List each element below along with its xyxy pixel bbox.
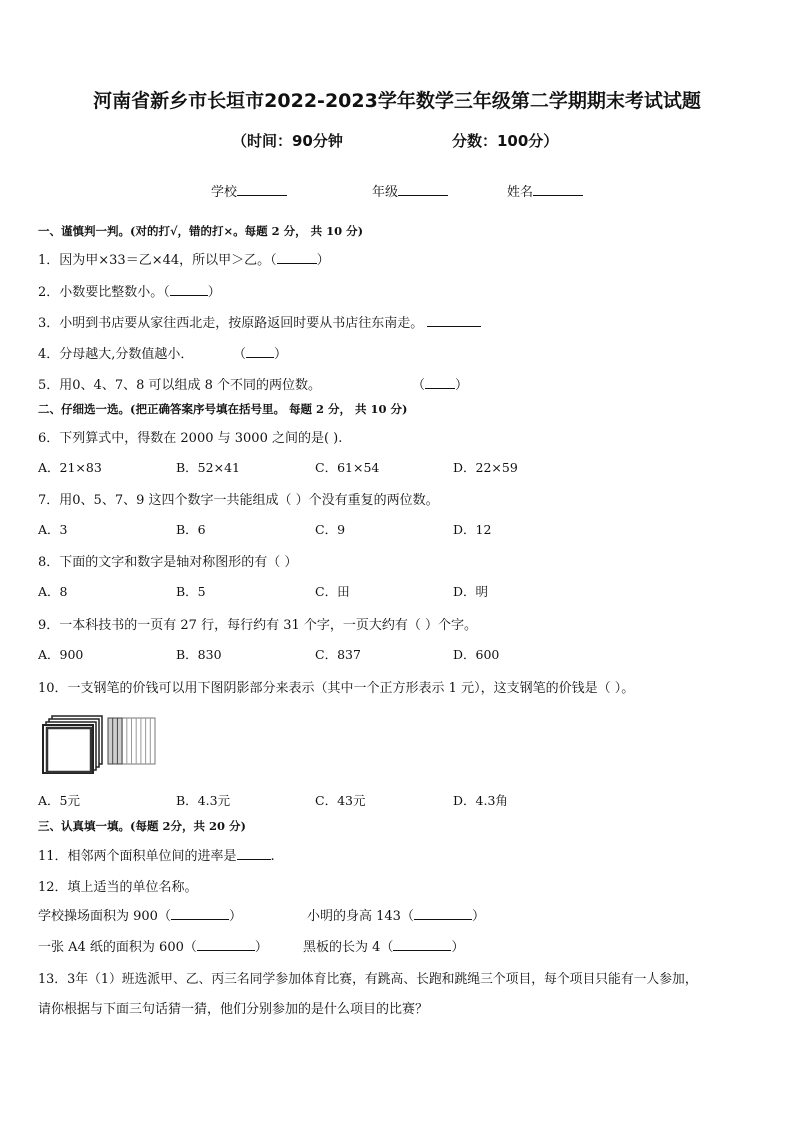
section-2-heading: 二、仔细选一选。(把正确答案序号填在括号里。 每题 2 分， 共 10 分) xyxy=(38,402,408,416)
answer-blank xyxy=(197,938,255,951)
q12-item-b xyxy=(307,905,485,924)
question-2-text: 2．小数要比整数小。（ xyxy=(38,285,170,300)
question-4 xyxy=(38,343,193,362)
shaded-squares-figure xyxy=(42,714,158,774)
q12-item-d xyxy=(303,936,464,955)
q10-option-d: D．4.3角 xyxy=(453,793,508,808)
question-5-answer xyxy=(412,374,468,393)
q10-option-c: C．43元 xyxy=(315,793,366,808)
q9-option-c: C．837 xyxy=(315,647,361,662)
grade-blank xyxy=(398,183,448,196)
q7-option-d: D．12 xyxy=(453,522,492,537)
question-1 xyxy=(38,249,330,268)
period: . xyxy=(270,849,275,864)
q10-option-a: A．5元 xyxy=(38,793,80,808)
question-13-line-1: 13．3年（1）班选派甲、乙、丙三名同学参加体育比赛，有跳高、长跑和跳绳三个项目，每个项目只能有一人参加， xyxy=(38,972,698,987)
answer-blank xyxy=(425,376,455,389)
answer-blank xyxy=(237,847,271,860)
name-field xyxy=(507,181,583,200)
q8-option-c: C．田 xyxy=(315,584,350,599)
paren-close: ） xyxy=(471,909,485,924)
school-label: 学校 xyxy=(211,185,238,200)
answer-blank xyxy=(427,314,481,327)
question-1-text: 1．因为甲×33＝乙×44，所以甲＞乙。（ xyxy=(38,253,277,268)
question-4-answer xyxy=(233,343,287,362)
q12-item-a-text: 学校操场面积为 900（ xyxy=(38,909,171,924)
square-4 xyxy=(43,725,93,773)
score-label: 分数：100分） xyxy=(452,132,559,150)
answer-blank xyxy=(246,345,274,358)
paren-close: ） xyxy=(316,253,330,268)
q12-item-d-text: 黑板的长为 4（ xyxy=(303,940,394,955)
question-4-text: 4．分母越大,分数值越小． xyxy=(38,347,194,362)
question-6: 6．下列算式中，得数在 2000 与 3000 之间的是( ). xyxy=(38,431,343,446)
paren-close: ） xyxy=(455,378,469,393)
answer-blank xyxy=(170,283,208,296)
q12-item-c-text: 一张 A4 纸的面积为 600（ xyxy=(38,940,197,955)
q7-option-a: A．3 xyxy=(38,522,68,537)
q12-item-a xyxy=(38,905,242,924)
q7-option-c: C．9 xyxy=(315,522,346,537)
q6-option-d: D．22×59 xyxy=(453,460,518,475)
question-5 xyxy=(38,374,321,393)
q6-option-c: C．61×54 xyxy=(315,460,380,475)
section-1-heading: 一、谨慎判一判。(对的打√，错的打×。每题 2 分， 共 10 分) xyxy=(38,224,364,238)
answer-blank xyxy=(171,907,229,920)
time-label: （时间：90分钟 xyxy=(232,132,343,150)
question-11-text: 11．相邻两个面积单位间的进率是 xyxy=(38,849,237,864)
paren-open: （ xyxy=(412,378,426,393)
q8-option-d: D．明 xyxy=(453,584,489,599)
school-blank xyxy=(237,183,287,196)
section-3-heading: 三、认真填一填。(每题 2分，共 20 分) xyxy=(38,819,246,833)
school-field xyxy=(211,181,287,200)
question-5-text: 5．用0、4、7、8 可以组成 8 个不同的两位数。 xyxy=(38,378,322,393)
question-7: 7．用0、5、7、9 这四个数字一共能组成（ ）个没有重复的两位数。 xyxy=(38,493,439,508)
question-3 xyxy=(38,312,481,331)
question-10: 10．一支钢笔的价钱可以用下图阴影部分来表示（其中一个正方形表示 1 元），这支钢笔的价钱是（ ）。 xyxy=(38,681,635,696)
paren-close: ） xyxy=(254,940,268,955)
answer-blank xyxy=(277,251,317,264)
question-2 xyxy=(38,281,221,300)
question-3-text: 3．小明到书店要从家往西北走，按原路返回时要从书店往东南走。 xyxy=(38,316,424,331)
answer-blank xyxy=(393,938,451,951)
name-label: 姓名 xyxy=(507,185,534,200)
answer-blank xyxy=(414,907,472,920)
q7-option-b: B．6 xyxy=(176,522,206,537)
question-11 xyxy=(38,845,275,864)
page-title: 河南省新乡市长垣市2022-2023学年数学三年级第二学期期末考试试题 xyxy=(93,90,701,112)
q8-option-b: B．5 xyxy=(176,584,206,599)
paren-close: ） xyxy=(207,285,221,300)
q12-item-b-text: 小明的身高 143（ xyxy=(307,909,414,924)
question-8: 8．下面的文字和数字是轴对称图形的有（ ） xyxy=(38,555,298,570)
q12-item-c xyxy=(38,936,268,955)
name-blank xyxy=(533,183,583,196)
q9-option-b: B．830 xyxy=(176,647,222,662)
paren-open: （ xyxy=(233,347,247,362)
question-12: 12．填上适当的单位名称。 xyxy=(38,880,198,895)
tenths-strip xyxy=(108,718,155,764)
question-9: 9．一本科技书的一页有 27 行，每行约有 31 个字，一页大约有（ ）个字。 xyxy=(38,618,478,633)
q6-option-b: B．52×41 xyxy=(176,460,240,475)
grade-field xyxy=(372,181,448,200)
question-13-line-2: 请你根据与下面三句话猜一猜，他们分别参加的是什么项目的比赛？ xyxy=(38,1002,429,1017)
paren-close: ） xyxy=(228,909,242,924)
paren-close: ） xyxy=(451,940,465,955)
paren-close: ） xyxy=(274,347,288,362)
q8-option-a: A．8 xyxy=(38,584,68,599)
q9-option-d: D．600 xyxy=(453,647,500,662)
q9-option-a: A．900 xyxy=(38,647,84,662)
q10-option-b: B．4.3元 xyxy=(176,793,231,808)
q6-option-a: A．21×83 xyxy=(38,460,102,475)
grade-label: 年级 xyxy=(372,185,399,200)
